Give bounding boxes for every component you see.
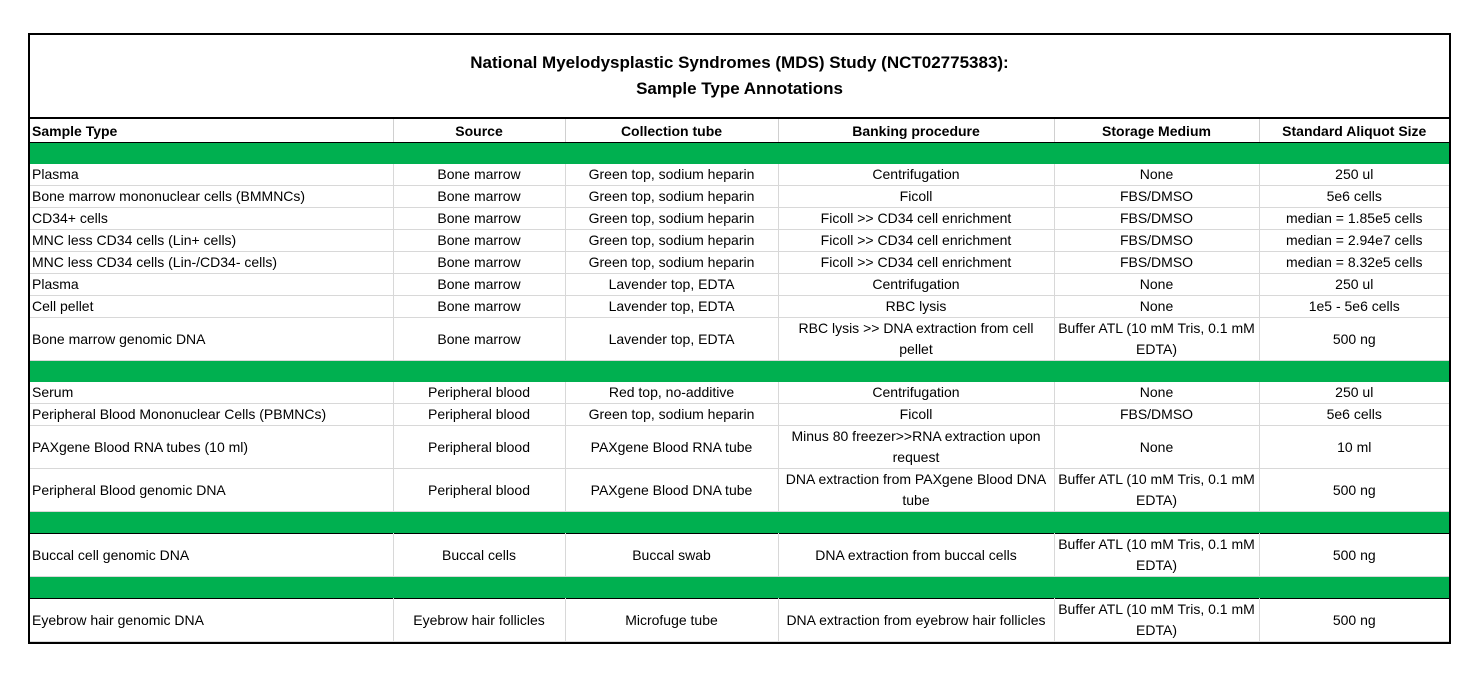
table-row [30, 164, 1449, 186]
table-row [30, 230, 1449, 252]
cell-storage-medium: None [1054, 296, 1259, 318]
cell-source: Buccal cells [393, 534, 565, 577]
cell-banking-procedure: DNA extraction from buccal cells [778, 534, 1054, 577]
table-row [30, 186, 1449, 208]
cell-sample-type: Serum [30, 382, 393, 404]
cell-banking-procedure: Ficoll >> CD34 cell enrichment [778, 230, 1054, 252]
cell-collection-tube: Buccal swab [565, 534, 778, 577]
cell-collection-tube: Green top, sodium heparin [565, 230, 778, 252]
cell-aliquot-size: 500 ng [1259, 599, 1449, 642]
cell-banking-procedure: DNA extraction from PAXgene Blood DNA tube [778, 469, 1054, 512]
title-line-1: National Myelodysplastic Syndromes (MDS) Study (NCT02775383): [470, 53, 1009, 72]
section-separator-bar [30, 143, 1449, 165]
cell-storage-medium: FBS/DMSO [1054, 208, 1259, 230]
cell-aliquot-size: 500 ng [1259, 469, 1449, 512]
cell-source: Eyebrow hair follicles [393, 599, 565, 642]
sample-table [30, 119, 1449, 642]
cell-sample-type: Peripheral Blood genomic DNA [30, 469, 393, 512]
cell-sample-type: MNC less CD34 cells (Lin+ cells) [30, 230, 393, 252]
cell-collection-tube: PAXgene Blood DNA tube [565, 469, 778, 512]
cell-aliquot-size: 5e6 cells [1259, 186, 1449, 208]
cell-collection-tube: PAXgene Blood RNA tube [565, 426, 778, 469]
cell-source: Bone marrow [393, 318, 565, 361]
cell-source: Bone marrow [393, 274, 565, 296]
title-block [30, 35, 1449, 119]
section-separator-fill [30, 577, 1449, 599]
cell-aliquot-size: 250 ul [1259, 382, 1449, 404]
col-header-sample-type: Sample Type [30, 119, 393, 143]
cell-aliquot-size: 1e5 - 5e6 cells [1259, 296, 1449, 318]
table-row [30, 274, 1449, 296]
cell-source: Bone marrow [393, 164, 565, 186]
cell-banking-procedure: Ficoll [778, 404, 1054, 426]
table-row [30, 252, 1449, 274]
section-separator-bar [30, 512, 1449, 534]
cell-source: Peripheral blood [393, 426, 565, 469]
cell-collection-tube: Lavender top, EDTA [565, 318, 778, 361]
table-row [30, 469, 1449, 512]
cell-source: Bone marrow [393, 252, 565, 274]
cell-banking-procedure: Ficoll >> CD34 cell enrichment [778, 252, 1054, 274]
cell-source: Bone marrow [393, 186, 565, 208]
annotation-sheet [28, 33, 1451, 644]
cell-storage-medium: None [1054, 382, 1259, 404]
table-row [30, 296, 1449, 318]
table-row [30, 404, 1449, 426]
cell-sample-type: MNC less CD34 cells (Lin-/CD34- cells) [30, 252, 393, 274]
cell-aliquot-size: median = 2.94e7 cells [1259, 230, 1449, 252]
cell-source: Peripheral blood [393, 404, 565, 426]
col-header-banking-procedure: Banking procedure [778, 119, 1054, 143]
cell-storage-medium: Buffer ATL (10 mM Tris, 0.1 mM EDTA) [1054, 599, 1259, 642]
cell-banking-procedure: Centrifugation [778, 274, 1054, 296]
cell-banking-procedure: Centrifugation [778, 164, 1054, 186]
cell-sample-type: Cell pellet [30, 296, 393, 318]
cell-aliquot-size: 500 ng [1259, 318, 1449, 361]
table-row [30, 208, 1449, 230]
title-line-2: Sample Type Annotations [636, 79, 843, 98]
cell-sample-type: Bone marrow genomic DNA [30, 318, 393, 361]
cell-source: Bone marrow [393, 230, 565, 252]
cell-sample-type: Plasma [30, 274, 393, 296]
cell-collection-tube: Red top, no-additive [565, 382, 778, 404]
cell-sample-type: Eyebrow hair genomic DNA [30, 599, 393, 642]
section-separator-bar [30, 361, 1449, 383]
cell-aliquot-size: 250 ul [1259, 274, 1449, 296]
cell-aliquot-size: 5e6 cells [1259, 404, 1449, 426]
cell-banking-procedure: DNA extraction from eyebrow hair follicles [778, 599, 1054, 642]
cell-sample-type: Plasma [30, 164, 393, 186]
cell-banking-procedure: RBC lysis >> DNA extraction from cell pellet [778, 318, 1054, 361]
cell-collection-tube: Green top, sodium heparin [565, 404, 778, 426]
header-row [30, 119, 1449, 143]
cell-collection-tube: Lavender top, EDTA [565, 274, 778, 296]
table-body [30, 143, 1449, 642]
cell-source: Peripheral blood [393, 469, 565, 512]
table-row [30, 318, 1449, 361]
cell-collection-tube: Green top, sodium heparin [565, 186, 778, 208]
cell-storage-medium: FBS/DMSO [1054, 186, 1259, 208]
col-header-collection-tube: Collection tube [565, 119, 778, 143]
section-separator-fill [30, 143, 1449, 165]
cell-storage-medium: None [1054, 274, 1259, 296]
cell-banking-procedure: Ficoll [778, 186, 1054, 208]
cell-banking-procedure: Centrifugation [778, 382, 1054, 404]
cell-storage-medium: Buffer ATL (10 mM Tris, 0.1 mM EDTA) [1054, 318, 1259, 361]
cell-storage-medium: None [1054, 426, 1259, 469]
cell-aliquot-size: 250 ul [1259, 164, 1449, 186]
cell-storage-medium: FBS/DMSO [1054, 252, 1259, 274]
cell-storage-medium: Buffer ATL (10 mM Tris, 0.1 mM EDTA) [1054, 469, 1259, 512]
col-header-aliquot-size: Standard Aliquot Size [1259, 119, 1449, 143]
section-separator-fill [30, 361, 1449, 383]
table-row [30, 382, 1449, 404]
cell-banking-procedure: RBC lysis [778, 296, 1054, 318]
cell-aliquot-size: 500 ng [1259, 534, 1449, 577]
cell-banking-procedure: Minus 80 freezer>>RNA extraction upon request [778, 426, 1054, 469]
cell-collection-tube: Lavender top, EDTA [565, 296, 778, 318]
cell-sample-type: CD34+ cells [30, 208, 393, 230]
cell-source: Peripheral blood [393, 382, 565, 404]
cell-aliquot-size: 10 ml [1259, 426, 1449, 469]
cell-source: Bone marrow [393, 208, 565, 230]
cell-collection-tube: Green top, sodium heparin [565, 252, 778, 274]
section-separator-fill [30, 512, 1449, 534]
cell-sample-type: PAXgene Blood RNA tubes (10 ml) [30, 426, 393, 469]
cell-sample-type: Bone marrow mononuclear cells (BMMNCs) [30, 186, 393, 208]
table-row [30, 599, 1449, 642]
cell-banking-procedure: Ficoll >> CD34 cell enrichment [778, 208, 1054, 230]
cell-storage-medium: FBS/DMSO [1054, 404, 1259, 426]
table-row [30, 534, 1449, 577]
cell-source: Bone marrow [393, 296, 565, 318]
col-header-source: Source [393, 119, 565, 143]
cell-collection-tube: Green top, sodium heparin [565, 164, 778, 186]
section-separator-bar [30, 577, 1449, 599]
cell-storage-medium: None [1054, 164, 1259, 186]
cell-aliquot-size: median = 8.32e5 cells [1259, 252, 1449, 274]
cell-aliquot-size: median = 1.85e5 cells [1259, 208, 1449, 230]
col-header-storage-medium: Storage Medium [1054, 119, 1259, 143]
cell-storage-medium: Buffer ATL (10 mM Tris, 0.1 mM EDTA) [1054, 534, 1259, 577]
table-row [30, 426, 1449, 469]
cell-sample-type: Peripheral Blood Mononuclear Cells (PBMNCs) [30, 404, 393, 426]
cell-collection-tube: Green top, sodium heparin [565, 208, 778, 230]
cell-collection-tube: Microfuge tube [565, 599, 778, 642]
cell-storage-medium: FBS/DMSO [1054, 230, 1259, 252]
cell-sample-type: Buccal cell genomic DNA [30, 534, 393, 577]
